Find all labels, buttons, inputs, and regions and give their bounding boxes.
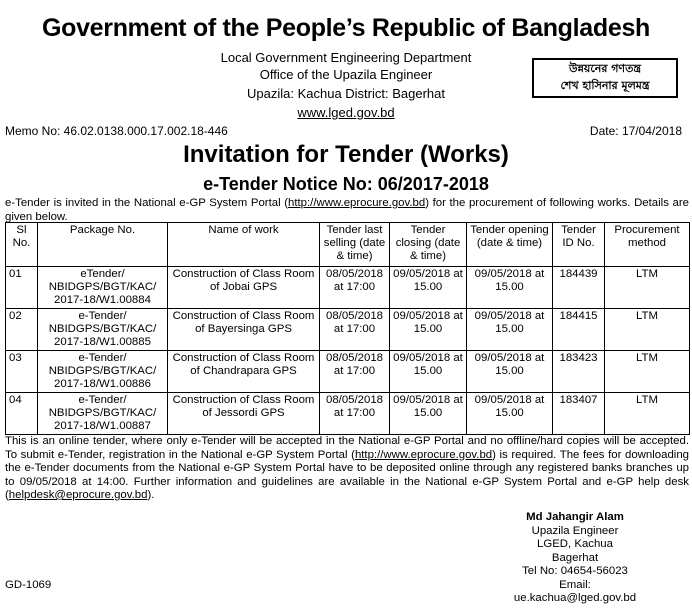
terms-text-3: ). [147,489,155,501]
col-header-package: Package No. [38,223,168,267]
helpdesk-email-link[interactable]: helpdesk@eprocure.gov.bd [8,489,148,501]
table-row [6,351,690,393]
cell-package: e-Tender/ NBIDGPS/BGT/KAC/ 2017-18/W1.00887 [38,393,168,435]
office-name: Office of the Upazila Engineer [259,67,433,82]
cell-method: LTM [605,267,690,309]
office-location: Upazila: Kachua District: Bagerhat [247,86,445,101]
signature-block [500,511,650,606]
intro-text-2: ) for the procurement of following works. Details are given below. [5,197,689,223]
terms-text-2: ) is required. The fees for downloading the e-Tender documents from the National e-GP System Portal have to be deposited online through any registered banks branches up to 09/05/2018 at 14:00. Further information and guidelines are available in the National e-GP System Portal and e-GP help desk ( [5,448,689,501]
col-header-closing: Tender closing (date & time) [390,223,467,267]
col-header-work: Name of work [168,223,320,267]
cell-opening: 09/05/2018 at 15.00 [467,309,553,351]
signatory-district: Bagerhat [551,551,599,564]
signatory-email: Email: ue.kachua@lged.gov.bd [513,578,637,604]
cell-opening: 09/05/2018 at 15.00 [467,267,553,309]
gd-number: GD-1069 [5,579,52,591]
eprocure-link-2[interactable]: http://www.eprocure.gov.bd [354,448,493,461]
cell-selling: 08/05/2018 at 17:00 [320,351,390,393]
cell-selling: 08/05/2018 at 17:00 [320,309,390,351]
intro-paragraph [5,196,689,224]
col-header-selling: Tender last selling (date & time) [320,223,390,267]
cell-closing: 09/05/2018 at 15.00 [390,309,467,351]
stamp-line-1: উন্নয়নের গণতন্ত্র [569,62,641,75]
cell-tender-id: 183423 [553,351,605,393]
document-title: Government of the People’s Republic of Bangladesh [41,14,651,42]
notice-number: e-Tender Notice No: 06/2017-2018 [203,174,489,194]
table-row [6,393,690,435]
notice-date: Date: 17/04/2018 [589,124,682,138]
stamp-line-2: শেখ হাসিনার মূলমন্ত্র [560,79,650,92]
cell-closing: 09/05/2018 at 15.00 [390,393,467,435]
cell-tender-id: 184415 [553,309,605,351]
cell-opening: 09/05/2018 at 15.00 [467,393,553,435]
signatory-designation: Upazila Engineer [531,524,619,537]
cell-closing: 09/05/2018 at 15.00 [390,351,467,393]
cell-work: Construction of Class Room of Jessordi GPS [168,393,320,435]
table-header-row [6,223,690,267]
cell-package: e-Tender/ NBIDGPS/BGT/KAC/ 2017-18/W1.00885 [38,309,168,351]
eprocure-link[interactable]: http://www.eprocure.gov.bd [288,197,426,209]
cell-method: LTM [605,351,690,393]
cell-work: Construction of Class Room of Jobai GPS [168,267,320,309]
col-header-sl: Sl No. [6,223,38,267]
terms-paragraph [5,435,689,503]
cell-tender-id: 184439 [553,267,605,309]
website-link[interactable]: www.lged.gov.bd [297,105,395,120]
department-name: Local Government Engineering Department [220,50,472,65]
cell-sl: 04 [6,393,38,435]
memo-number: Memo No: 46.02.0138.000.17.002.18-446 [5,124,228,138]
cell-opening: 09/05/2018 at 15.00 [467,351,553,393]
tender-table [5,222,690,435]
terms-text-1: This is an online tender, where only e-Tender will be accepted in the National e-GP Portal and no offline/hard copies will be accepted. To submit e-Tender, registration in the National e-GP System Portal ( [5,435,689,461]
cell-tender-id: 183407 [553,393,605,435]
slogan-stamp [532,58,678,98]
table-row [6,309,690,351]
cell-method: LTM [605,309,690,351]
invitation-heading: Invitation for Tender (Works) [183,141,509,168]
table-row [6,267,690,309]
cell-closing: 09/05/2018 at 15.00 [390,267,467,309]
cell-package: e-Tender/ NBIDGPS/BGT/KAC/ 2017-18/W1.00886 [38,351,168,393]
cell-work: Construction of Class Room of Bayersinga GPS [168,309,320,351]
signatory-name: Md Jahangir Alam [526,511,624,523]
cell-work: Construction of Class Room of Chandrapara GPS [168,351,320,393]
intro-text-1: e-Tender is invited in the National e-GP System Portal ( [5,197,289,209]
cell-sl: 03 [6,351,38,393]
cell-method: LTM [605,393,690,435]
col-header-opening: Tender opening (date & time) [467,223,553,267]
signatory-tel: Tel No: 04654-56023 [522,565,628,577]
col-header-method: Procurement method [605,223,690,267]
cell-sl: 01 [6,267,38,309]
cell-selling: 08/05/2018 at 17:00 [320,267,390,309]
cell-selling: 08/05/2018 at 17:00 [320,393,390,435]
cell-package: eTender/ NBIDGPS/BGT/KAC/ 2017-18/W1.00884 [38,267,168,309]
cell-sl: 02 [6,309,38,351]
col-header-tender-id: Tender ID No. [553,223,605,267]
signatory-office: LGED, Kachua [537,538,613,550]
